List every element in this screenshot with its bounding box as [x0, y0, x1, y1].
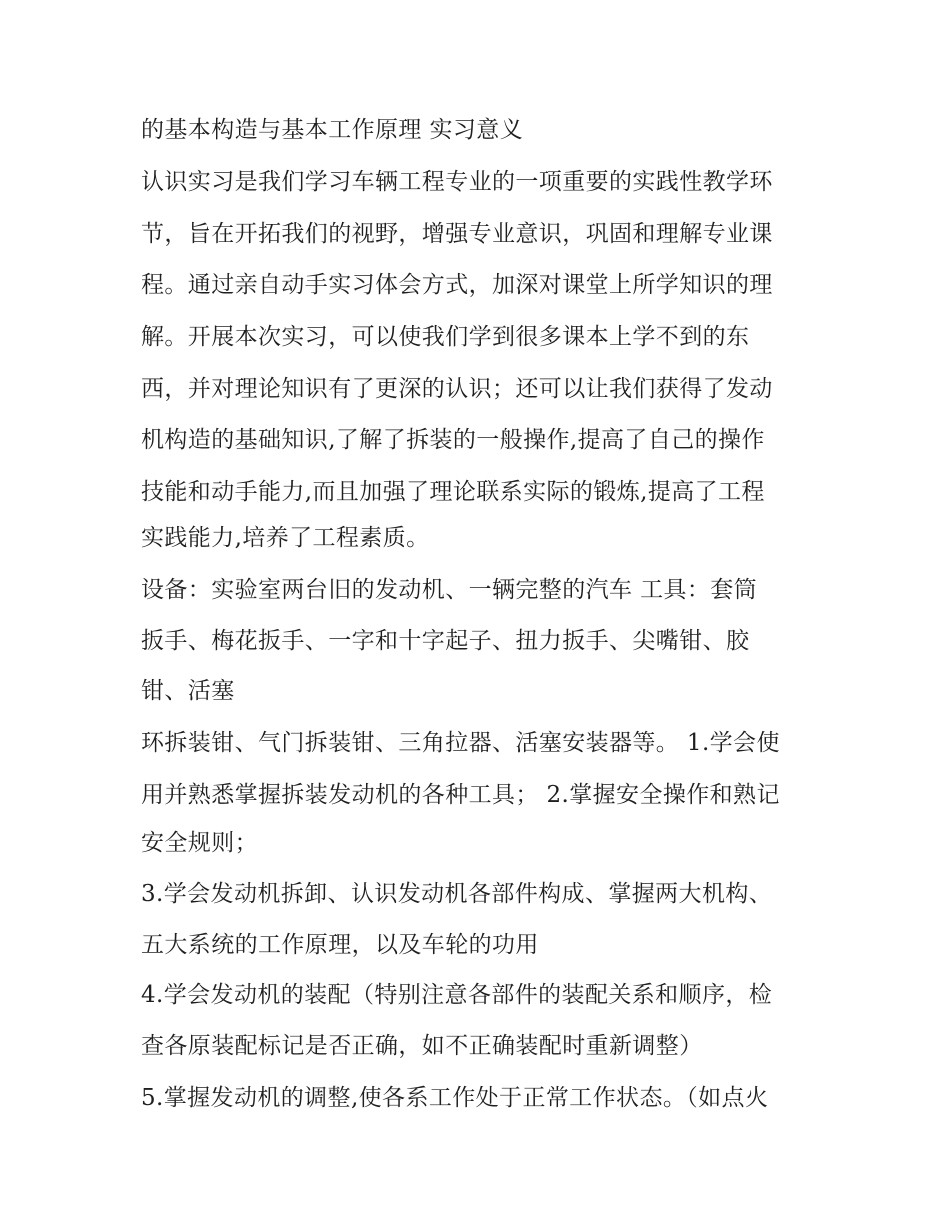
text-line: 认识实习是我们学习车辆工程专业的一项重要的实践性教学环	[141, 169, 773, 195]
text-line: 机构造的基础知识,了解了拆装的一般操作,提高了自己的操作	[141, 427, 765, 453]
text-line: 用并熟悉掌握拆装发动机的各种工具； 2.掌握安全操作和熟记	[141, 782, 780, 808]
text-line: 5.掌握发动机的调整,使各系工作处于正常工作状态。（如点火	[141, 1085, 769, 1111]
text-line: 安全规则；	[141, 830, 258, 856]
text-line: 钳、活塞	[141, 678, 235, 704]
text-line: 技能和动手能力,而且加强了理论联系实际的锻炼,提高了工程	[141, 479, 765, 505]
text-line: 实践能力,培养了工程素质。	[141, 525, 430, 551]
text-line: 3.学会发动机拆卸、认识发动机各部件构成、掌握两大机构、	[141, 881, 773, 907]
text-line: 设备：实验室两台旧的发动机、一辆完整的汽车 工具：套筒	[141, 577, 758, 603]
text-line: 扳手、梅花扳手、一字和十字起子、扭力扳手、尖嘴钳、胶	[141, 628, 750, 654]
text-line: 节，旨在开拓我们的视野，增强专业意识，巩固和理解专业课	[141, 221, 773, 247]
text-line: 五大系统的工作原理，以及车轮的功用	[141, 932, 539, 958]
text-line: 的基本构造与基本工作原理 实习意义	[141, 117, 524, 143]
text-line: 解。开展本次实习，可以使我们学到很多课本上学不到的东	[141, 324, 750, 350]
text-line: 查各原装配标记是否正确，如不正确装配时重新调整）	[141, 1033, 703, 1059]
text-line: 程。通过亲自动手实习体会方式，加深对课堂上所学知识的理	[141, 272, 773, 298]
text-line: 4.学会发动机的装配（特别注意各部件的装配关系和顺序，检	[141, 982, 773, 1008]
text-line: 环拆装钳、气门拆装钳、三角拉器、活塞安装器等。 1.学会使	[141, 730, 780, 756]
text-line: 西，并对理论知识有了更深的认识；还可以让我们获得了发动	[141, 376, 773, 402]
